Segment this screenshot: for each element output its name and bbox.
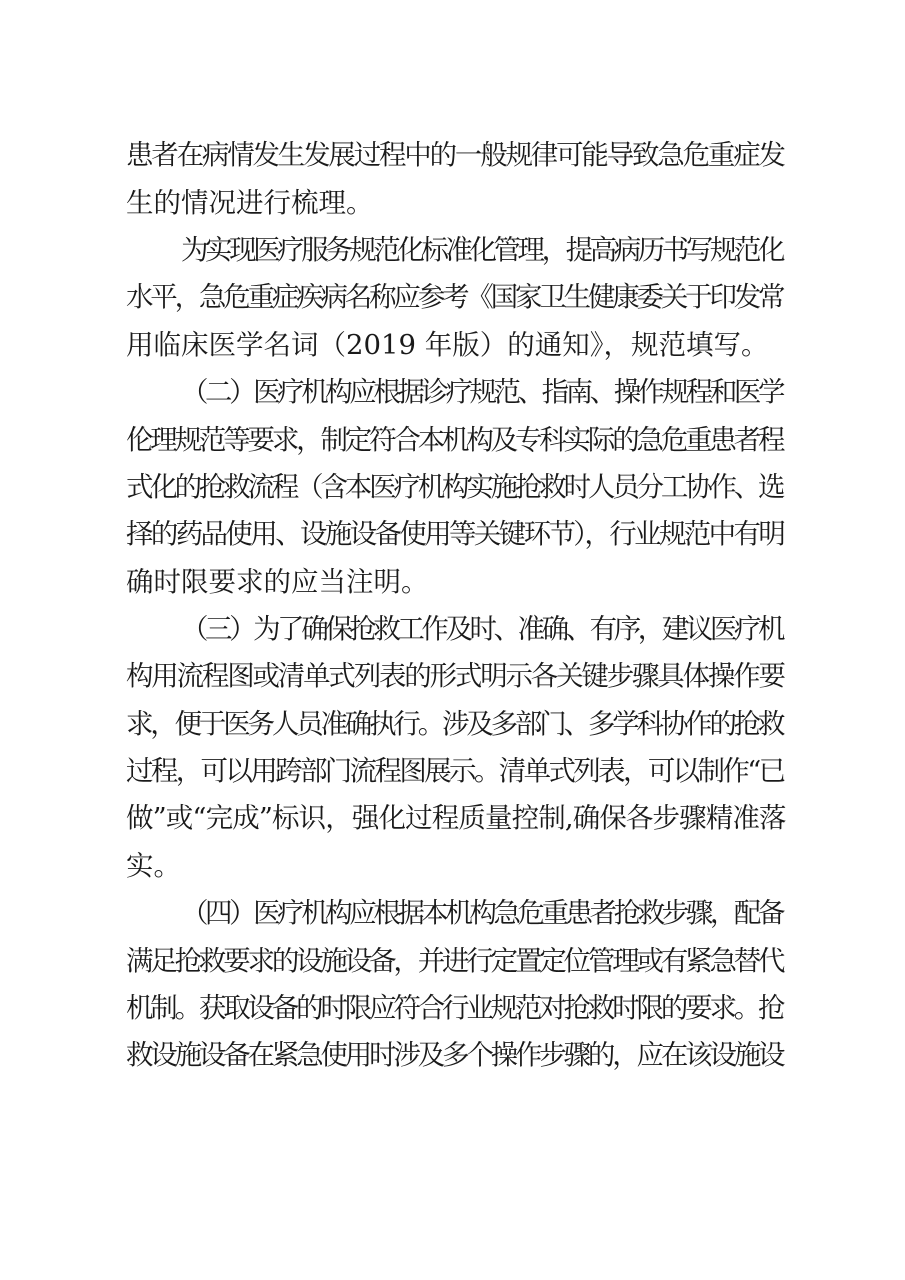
text-line: 求，便于医务人员准确执行。涉及多部门、多学科协作的抢救 [126, 708, 783, 740]
text-line: 生的情况进行梳理。 [126, 187, 374, 219]
paragraph-first-line: （三）为了确保抢救工作及时、准确、有序，建议医疗机 [181, 613, 782, 645]
text-line: 患者在病情发生发展过程中的一般规律可能导致急危重症发 [126, 139, 784, 171]
text-line: 做”或“完成”标识，强化过程质量控制,确保各步骤精准落 [126, 802, 786, 834]
text-line: 机制。获取设备的时限应符合行业规范对抢救时限的要求。抢 [126, 992, 783, 1024]
text-line: 过程，可以用跨部门流程图展示。清单式列表，可以制作“已 [126, 755, 784, 787]
paragraph-first-line: （四）医疗机构应根据本机构急危重患者抢救步骤，配备 [181, 897, 782, 929]
paragraph-first-line: 为实现医疗服务规范化标准化管理，提高病历书写规范化 [181, 234, 782, 266]
text-line: 构用流程图或清单式列表的形式明示各关键步骤具体操作要 [126, 660, 784, 692]
text-line: 救设施设备在紧急使用时涉及多个操作步骤的，应在该设施设 [126, 1039, 783, 1071]
text-line: 择的药品使用、设施设备使用等关键环节），行业规范中有明 [126, 518, 784, 550]
paragraph-first-line: （二）医疗机构应根据诊疗规范、指南、操作规程和医学 [181, 376, 782, 408]
text-line: 确时限要求的应当注明。 [126, 566, 429, 598]
text-line: 实。 [126, 850, 181, 882]
text-line: 用临床医学名词（2019 年版）的通知》，规范填写。 [126, 329, 769, 361]
text-line: 水平，急危重症疾病名称应参考《国家卫生健康委关于印发常 [126, 281, 783, 313]
text-line: 伦理规范等要求，制定符合本机构及专科实际的急危重患者程 [126, 424, 783, 456]
text-line: 满足抢救要求的设施设备，并进行定置定位管理或有紧急替代 [126, 945, 783, 977]
text-line: 式化的抢救流程（含本医疗机构实施抢救时人员分工协作、选 [126, 471, 783, 503]
